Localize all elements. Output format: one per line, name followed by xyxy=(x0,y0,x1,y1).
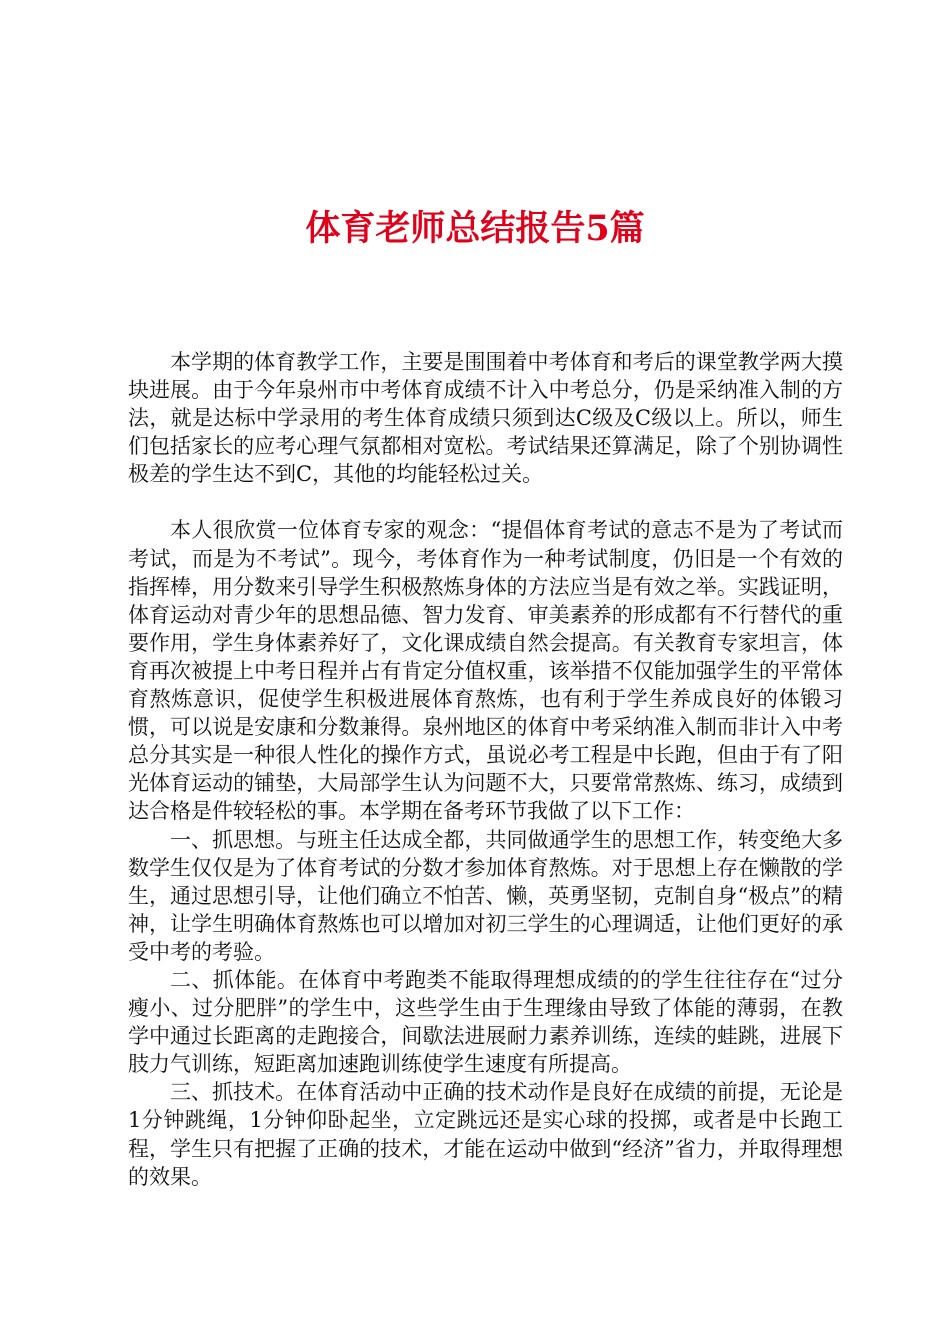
paragraph-technique: 三、抓技术。在体育活动中正确的技术动作是良好在成绩的前提，无论是1分钟跳绳，1分钟仰卧起坐，立定跳远还是实心球的投掷，或者是中长跑工程，学生只有把握了正确的技术，才能在运动中做到“经济”省力，并取得理想的效果。 xyxy=(128,1080,843,1189)
paragraph-expert-view: 本人很欣赏一位体育专家的观念：“提倡体育考试的意志不是为了考试而考试，而是为不考试”。现今，考体育作为一种考试制度，仍旧是一个有效的指挥棒，用分数来引导学生积极熬炼身体的方法应当是有效之举。实践证明，体育运动对青少年的思想品德、智力发育、审美素养的形成都有不行替代的重要作用，学生身体素养好了，文化课成绩自然会提高。有关教育专家坦言，体育再次被提上中考日程并占有肯定分值权重，该举措不仅能加强学生的平常体育熬炼意识，促使学生积极进展体育熬炼，也有利于学生养成良好的体锻习惯，可以说是安康和分数兼得。泉州地区的体育中考采纳准入制而非计入中考总分其实是一种很人性化的操作方式，虽说必考工程是中长跑，但由于有了阳光体育运动的铺垫，大局部学生认为问题不大，只要常常熬炼、练习，成绩到达合格是件较轻松的事。本学期在备考环节我做了以下工作： xyxy=(128,518,843,824)
document-body xyxy=(128,348,843,1191)
paragraph-fitness: 二、抓体能。在体育中考跑类不能取得理想成绩的的学生往往存在“过分瘦小、过分肥胖”的学生中，这些学生由于生理缘由导致了体能的薄弱，在教学中通过长距离的走跑接合，间歇法进展耐力素养训练，连续的蛙跳，进展下肢力气训练，短距离加速跑训练使学生速度有所提高。 xyxy=(128,967,843,1077)
paragraph-thought: 一、抓思想。与班主任达成全都，共同做通学生的思想工作，转变绝大多数学生仅仅是为了体育考试的分数才参加体育熬炼。对于思想上存在懒散的学生，通过思想引导，让他们确立不怕苦、懒，英勇坚韧，克制自身“极点”的精神，让学生明确体育熬炼也可以增加对初三学生的心理调适，让他们更好的承受中考的考验。 xyxy=(128,827,843,964)
document-title: 体育老师总结报告5篇 xyxy=(305,208,645,249)
paragraph-intro: 本学期的体育教学工作，主要是围围着中考体育和考后的课堂教学两大摸块进展。由于今年泉州市中考体育成绩不计入中考总分，仍是采纳准入制的方法，就是达标中学录用的考生体育成绩只须到达C级及C级以上。所以，师生们包括家长的应考心理气氛都相对宽松。考试结果还算满足，除了个别协调性极差的学生达不到C，其他的均能轻松过关。 xyxy=(128,350,843,487)
paragraph-spacer xyxy=(128,488,843,516)
